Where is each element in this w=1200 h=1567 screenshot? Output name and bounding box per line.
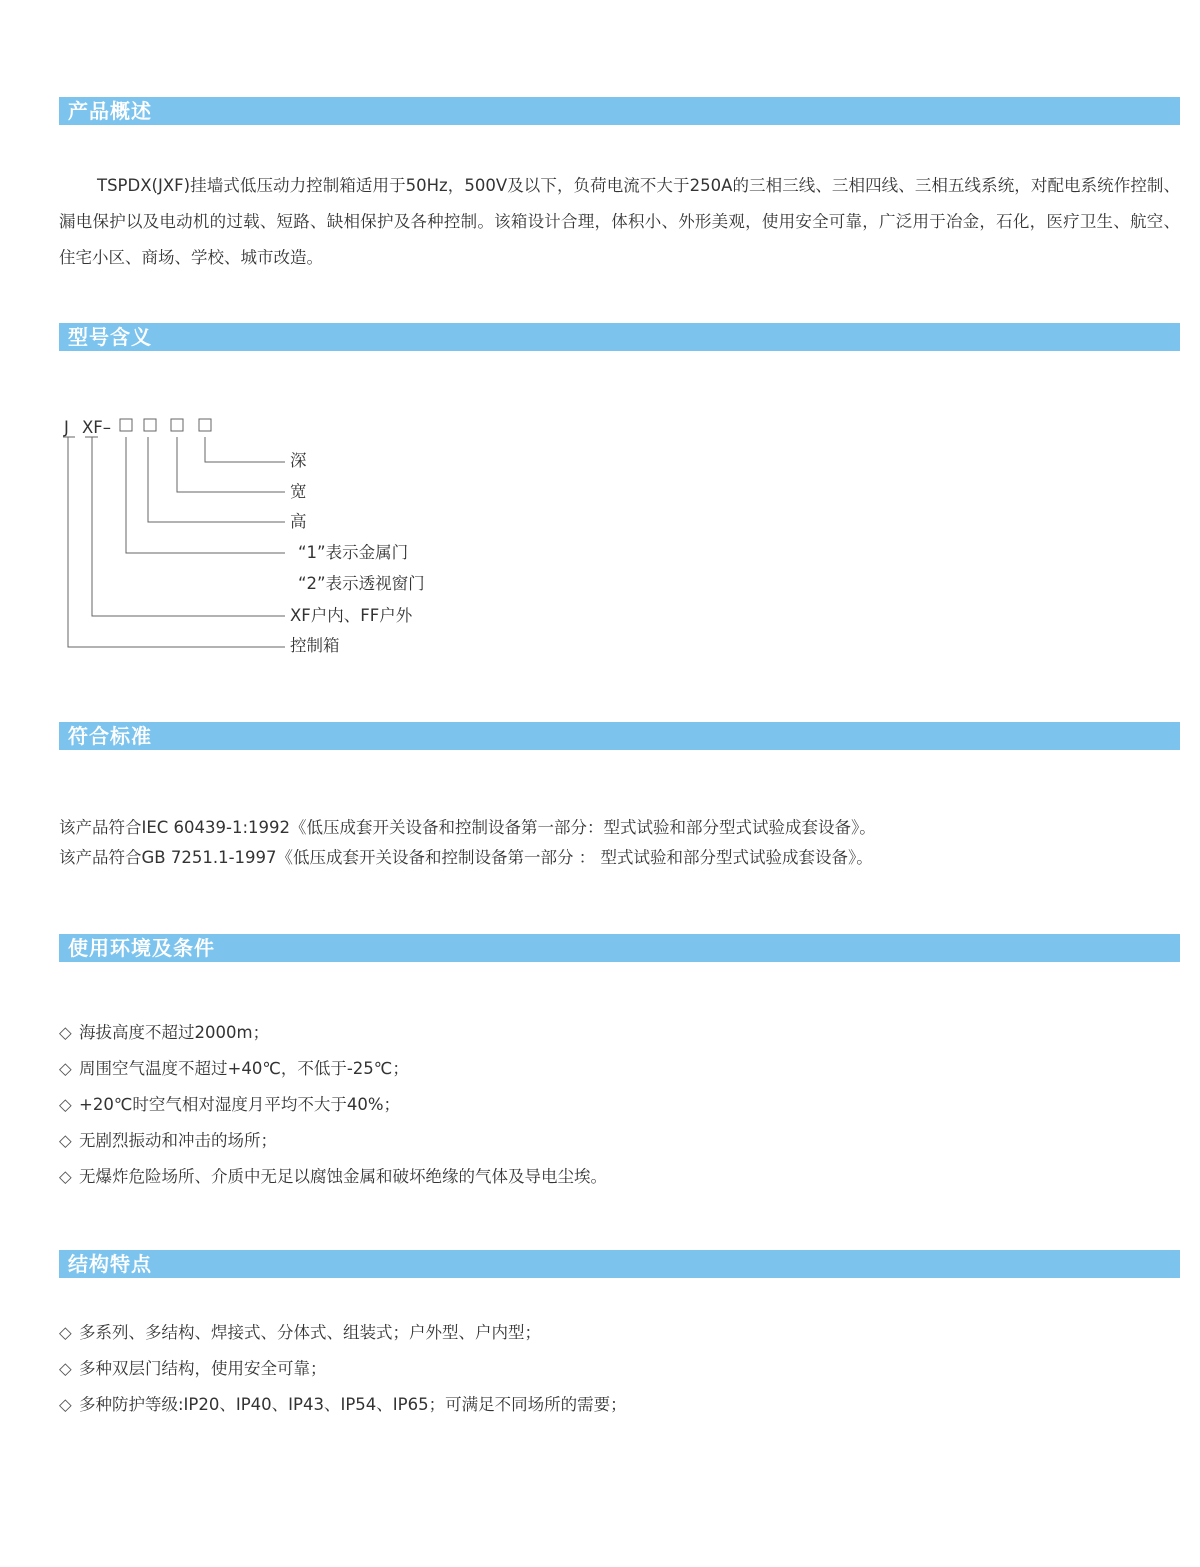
section-title: 使用环境及条件 — [68, 936, 215, 960]
section-header-standards — [59, 722, 1180, 750]
code-box-4 — [199, 419, 211, 431]
standard-line-iec: 该产品符合IEC 60439-1:1992《低压成套开关设备和控制设备第一部分：型式试验和部分型式试验成套设备》。 — [59, 818, 876, 837]
diamond-bullet-icon: ◇ — [59, 1323, 72, 1342]
code-box-1 — [120, 419, 132, 431]
section-header-overview — [59, 97, 1180, 125]
code-letter-xf: XF– — [82, 418, 112, 437]
section-title: 产品概述 — [68, 99, 152, 123]
section-header-structure — [59, 1250, 1180, 1278]
section-header-model — [59, 323, 1180, 351]
code-box-3 — [171, 419, 183, 431]
list-item: ◇ +20℃时空气相对湿度月平均不大于40%； — [59, 1087, 400, 1123]
list-item: ◇ 无爆炸危险场所、介质中无足以腐蚀金属和破坏绝缘的气体及导电尘埃。 — [59, 1159, 607, 1195]
overview-paragraph: TSPDX(JXF)挂墙式低压动力控制箱适用于50Hz，500V及以下，负荷电流不大于250A的三相三线、三相四线、三相五线系统，对配电系统作控制、漏电保护以及电动机的过载、短路、缺相保护及各种控制。该箱设计合理，体积小、外形美观，使用安全可靠，广泛用于冶金，石化，医疗卫生、航空、住宅小区、商场、学校、城市改造。 — [59, 176, 1180, 267]
standard-line-gb: 该产品符合GB 7251.1-1997《低压成套开关设备和控制设备第一部分 ： 型式试验和部分型式试验成套设备》。 — [59, 848, 873, 867]
list-item: ◇ 海拔高度不超过2000m； — [59, 1015, 269, 1051]
list-item: ◇ 多种防护等级:IP20、IP40、IP43、IP54、IP65；可满足不同场所的需要； — [59, 1387, 627, 1423]
label-indoor-outdoor: XF户内、FF户外 — [290, 606, 413, 625]
diamond-bullet-icon: ◇ — [59, 1095, 72, 1114]
diamond-bullet-icon: ◇ — [59, 1059, 72, 1078]
diamond-bullet-icon: ◇ — [59, 1395, 72, 1414]
label-width: 宽 — [290, 482, 307, 501]
list-item: ◇ 无剧烈振动和冲击的场所； — [59, 1123, 277, 1159]
label-height: 高 — [290, 512, 307, 531]
list-item: ◇ 周围空气温度不超过+40℃，不低于-25℃； — [59, 1051, 409, 1087]
section-title: 符合标准 — [68, 724, 152, 748]
code-box-2 — [144, 419, 156, 431]
diamond-bullet-icon: ◇ — [59, 1131, 72, 1150]
list-item: ◇ 多种双层门结构，使用安全可靠； — [59, 1351, 327, 1387]
list-item: ◇ 多系列、多结构、焊接式、分体式、组装式；户外型、户内型； — [59, 1315, 541, 1351]
section-title: 结构特点 — [68, 1252, 152, 1276]
diamond-bullet-icon: ◇ — [59, 1359, 72, 1378]
model-code-diagram — [0, 405, 500, 665]
diamond-bullet-icon: ◇ — [59, 1023, 72, 1042]
label-depth: 深 — [290, 451, 307, 470]
diamond-bullet-icon: ◇ — [59, 1167, 72, 1186]
label-door-metal: “1”表示金属门 — [298, 543, 409, 562]
label-control-box: 控制箱 — [290, 636, 340, 655]
label-door-window: “2”表示透视窗门 — [298, 574, 425, 593]
section-header-environment — [59, 934, 1180, 962]
section-title: 型号含义 — [68, 325, 152, 349]
code-letter-j: J — [64, 418, 69, 437]
